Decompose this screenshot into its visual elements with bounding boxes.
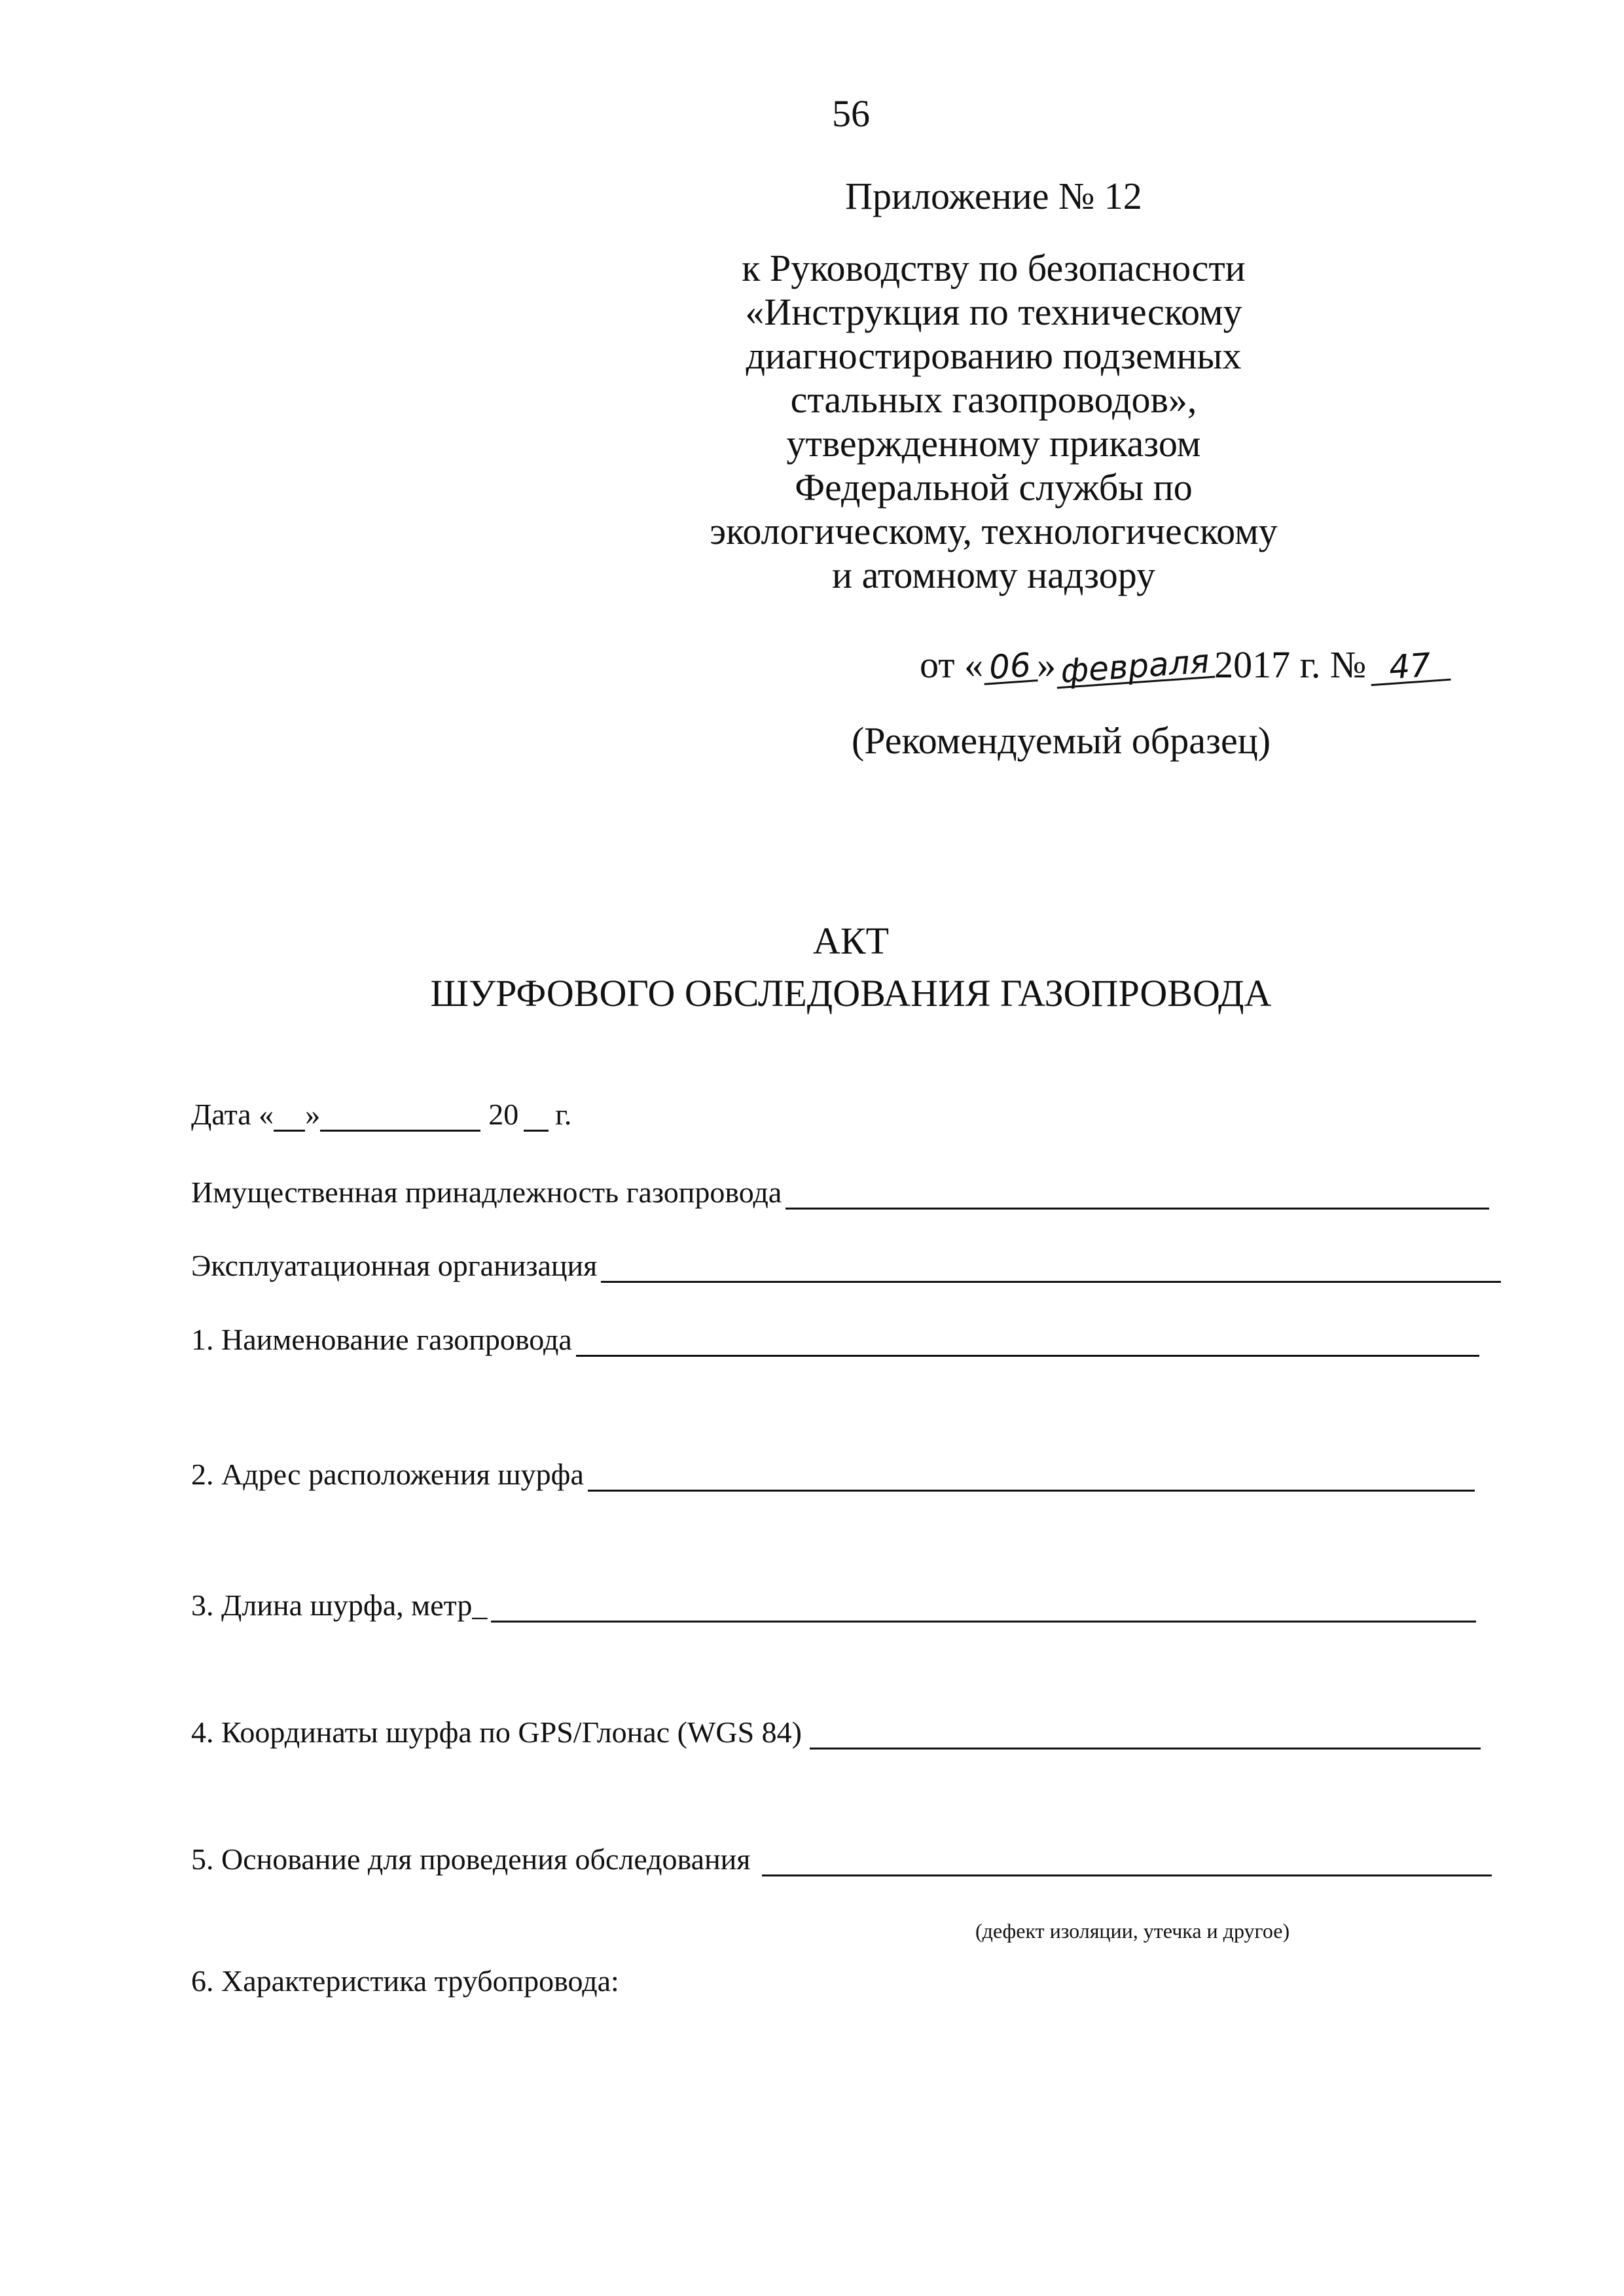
- appendix-line: «Инструкция по техническому: [745, 291, 1242, 333]
- date-month-blank[interactable]: [320, 1101, 480, 1132]
- appendix-line: к Руководству по безопасности: [742, 247, 1246, 289]
- date-label: Дата «: [191, 1098, 274, 1131]
- item2-field: [191, 1457, 1475, 1496]
- item1-label: 1. Наименование газопровода: [191, 1323, 572, 1356]
- date-suffix: г.: [555, 1098, 572, 1131]
- ownership-field: [191, 1175, 1489, 1214]
- item5-hint: (дефект изоляции, утечка и другое): [975, 1919, 1290, 1943]
- order-reference: [920, 642, 1450, 691]
- date-day-blank[interactable]: [274, 1101, 305, 1132]
- order-day-handwritten: 06: [982, 649, 1038, 685]
- item5-label: 5. Основание для проведения обследования: [191, 1842, 751, 1876]
- appendix-line: Федеральной службы по: [795, 466, 1193, 509]
- appendix-title: Приложение № 12: [845, 175, 1142, 217]
- item3-field: [191, 1588, 1476, 1627]
- item2-blank[interactable]: [588, 1461, 1475, 1492]
- item5-blank[interactable]: [762, 1846, 1492, 1876]
- order-month-handwritten: февраля: [1055, 646, 1216, 689]
- order-quote-close: »: [1037, 643, 1056, 686]
- item2-label: 2. Адрес расположения шурфа: [191, 1458, 584, 1491]
- operator-field: [191, 1248, 1501, 1287]
- appendix-line: экологическому, технологическому: [710, 510, 1278, 552]
- item4-field: [191, 1715, 1481, 1754]
- order-prefix: от «: [920, 643, 984, 686]
- item4-label: 4. Координаты шурфа по GPS/Глонас (WGS 84): [191, 1715, 802, 1749]
- act-subtitle: ШУРФОВОГО ОБСЛЕДОВАНИЯ ГАЗОПРОВОДА: [430, 972, 1272, 1014]
- item1-blank[interactable]: [576, 1326, 1479, 1357]
- item4-blank[interactable]: [810, 1719, 1481, 1749]
- ownership-blank[interactable]: [785, 1179, 1489, 1210]
- date-field: [191, 1097, 571, 1136]
- date-year-blank[interactable]: [524, 1101, 549, 1132]
- act-title: АКТ: [813, 920, 889, 962]
- item6-label: 6. Характеристика трубопровода:: [191, 1964, 619, 1998]
- operator-blank[interactable]: [601, 1252, 1501, 1283]
- operator-label: Эксплуатационная организация: [191, 1249, 598, 1282]
- sample-note: (Рекомендуемый образец): [851, 719, 1271, 762]
- item3-blank[interactable]: [491, 1592, 1476, 1623]
- appendix-reference: [634, 246, 1354, 597]
- date-year-prefix: 20: [488, 1098, 519, 1131]
- order-number-handwritten: 47: [1369, 649, 1451, 686]
- ownership-label: Имущественная принадлежность газопровода: [191, 1175, 782, 1209]
- order-year: 2017 г. №: [1214, 643, 1367, 686]
- date-quote-close: »: [305, 1098, 321, 1131]
- item1-field: [191, 1322, 1479, 1361]
- item6-field: [191, 1964, 619, 2003]
- appendix-line: и атомному надзору: [832, 554, 1155, 596]
- appendix-line: утвержденному приказом: [786, 422, 1201, 465]
- appendix-line: диагностированию подземных: [746, 334, 1242, 377]
- item3-label: 3. Длина шурфа, метр_: [191, 1588, 488, 1622]
- item5-field: [191, 1842, 1492, 1881]
- page-number: 56: [832, 92, 870, 135]
- appendix-line: стальных газопроводов»,: [790, 378, 1197, 421]
